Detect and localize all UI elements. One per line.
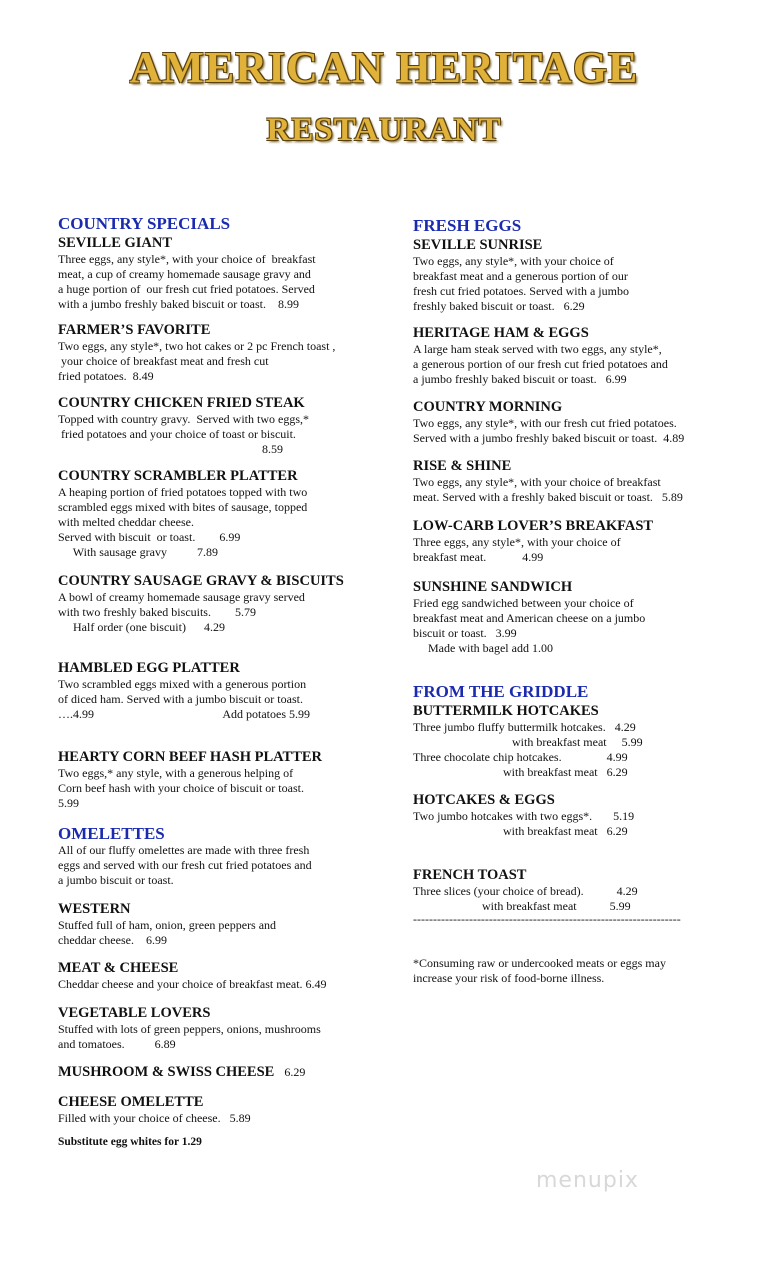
divider-line: ------------------------------------------------------------------- — [413, 912, 681, 926]
restaurant-subtitle: RESTAURANT — [266, 112, 502, 148]
item-meat-cheese — [58, 959, 378, 992]
item-desc: Two eggs, any style*, with your choice of breakfast meat and a generous portion of our fresh cut fried potatoes. Served with a jumbo freshly baked biscuit or toast. 6.29 — [413, 254, 629, 313]
item-desc: Three slices (your choice of bread). 4.29 with breakfast meat 5.99 — [413, 884, 638, 913]
item-name: CHEESE OMELETTE — [58, 1094, 204, 1110]
item-seville-giant — [58, 234, 378, 312]
item-desc: Two eggs,* any style, with a generous helping of Corn beef hash with your choice of biscuit or toast. 5.99 — [58, 766, 304, 810]
item-desc: Three eggs, any style*, with your choice of breakfast meat. 4.99 — [413, 535, 621, 564]
item-ham-eggs — [413, 324, 713, 387]
item-country-morning — [413, 398, 713, 446]
item-low-carb — [413, 517, 713, 565]
food-safety-disclaimer: *Consuming raw or undercooked meats or eggs may increase your risk of food-borne illness. — [413, 956, 666, 985]
item-seville-sunrise — [413, 236, 713, 314]
item-sausage-gravy — [58, 572, 378, 635]
omelettes-intro: All of our fluffy omelettes are made with three fresh eggs and served with our fresh cut fried potatoes and a jumbo biscuit or toast. — [58, 843, 312, 887]
section-country-specials: COUNTRY SPECIALS — [58, 214, 231, 233]
item-desc: A large ham steak served with two eggs, any style*, a generous portion of our fresh cut fried potatoes and a jumbo freshly baked biscuit or toast. 6.99 — [413, 342, 668, 386]
item-name: HAMBLED EGG PLATTER — [58, 660, 240, 676]
item-buttermilk-hotcakes — [413, 702, 713, 780]
item-name: COUNTRY SCRAMBLER PLATTER — [58, 468, 298, 484]
item-cheese-omelette — [58, 1093, 378, 1126]
item-desc: Stuffed with lots of green peppers, onions, mushrooms and tomatoes. 6.89 — [58, 1022, 321, 1051]
item-name: MEAT & CHEESE — [58, 960, 179, 976]
item-price: 6.29 — [284, 1065, 306, 1079]
item-vegetable-lovers — [58, 1004, 378, 1052]
item-name: HEARTY CORN BEEF HASH PLATTER — [58, 749, 323, 765]
item-chicken-fried-steak — [58, 394, 378, 457]
item-name: COUNTRY MORNING — [413, 399, 563, 415]
item-rise-shine — [413, 457, 713, 505]
item-desc: Fried egg sandwiched between your choice of breakfast meat and American cheese on a jumbo biscuit or toast. 3.99 Made with bagel add 1.00 — [413, 596, 646, 655]
item-corn-beef-hash — [58, 748, 378, 811]
item-hambled-egg — [58, 659, 378, 722]
item-desc: A bowl of creamy homemade sausage gravy served with two freshly baked biscuits. 5.79 Half order (one biscuit) 4.29 — [58, 590, 305, 634]
item-name: SEVILLE GIANT — [58, 235, 173, 251]
item-name: LOW-CARB LOVER’S BREAKFAST — [413, 518, 654, 534]
item-name: RISE & SHINE — [413, 458, 512, 474]
item-name: BUTTERMILK HOTCAKES — [413, 703, 599, 719]
item-name: COUNTRY SAUSAGE GRAVY & BISCUITS — [58, 573, 344, 589]
item-scrambler-platter — [58, 467, 378, 560]
item-name: WESTERN — [58, 901, 131, 917]
substitute-note: Substitute egg whites for 1.29 — [58, 1136, 202, 1148]
item-name: FRENCH TOAST — [413, 867, 527, 883]
item-desc: Two scrambled eggs mixed with a generous portion of diced ham. Served with a jumbo biscuit or toast. ….4.99 Add potatoes 5.99 — [58, 677, 310, 721]
item-name: COUNTRY CHICKEN FRIED STEAK — [58, 395, 305, 411]
item-farmers-favorite — [58, 321, 378, 384]
item-name: FARMER’S FAVORITE — [58, 322, 211, 338]
item-desc: Three eggs, any style*, with your choice of breakfast meat, a cup of creamy homemade sausage gravy and a huge portion of our fresh cut fried potatoes. Served with a jumbo freshly baked biscuit or toast. 8.99 — [58, 252, 316, 311]
item-name: MUSHROOM & SWISS CHEESE — [58, 1064, 275, 1080]
restaurant-title: AMERICAN HERITAGE — [129, 43, 639, 92]
item-name: HERITAGE HAM & EGGS — [413, 325, 589, 341]
item-mushroom-swiss — [58, 1063, 378, 1081]
item-name: SEVILLE SUNRISE — [413, 237, 543, 253]
item-desc: Two eggs, any style*, with your choice of breakfast meat. Served with a freshly baked biscuit or toast. 5.89 — [413, 475, 683, 504]
item-name: SUNSHINE SANDWICH — [413, 579, 573, 595]
item-desc: Two eggs, any style*, two hot cakes or 2 pc French toast , your choice of breakfast meat and fresh cut fried potatoes. 8.49 — [58, 339, 336, 383]
item-western — [58, 900, 378, 948]
section-omelettes: OMELETTES — [58, 824, 165, 843]
item-desc: Topped with country gravy. Served with two eggs,* fried potatoes and your choice of toast or biscuit. 8.59 — [58, 412, 310, 456]
item-desc: Cheddar cheese and your choice of breakfast meat. 6.49 — [58, 977, 327, 991]
item-desc: Stuffed full of ham, onion, green peppers and cheddar cheese. 6.99 — [58, 918, 277, 947]
item-desc: Three jumbo fluffy buttermilk hotcakes. 4.29 with breakfast meat 5.99 Three chocolate chip hotcakes. 4.99 with breakfast meat 6.29 — [413, 720, 643, 779]
item-name: VEGETABLE LOVERS — [58, 1005, 211, 1021]
section-fresh-eggs: FRESH EGGS — [413, 216, 522, 235]
item-desc: Two eggs, any style*, with our fresh cut fried potatoes. Served with a jumbo freshly baked biscuit or toast. 4.89 — [413, 416, 685, 445]
item-desc: Two jumbo hotcakes with two eggs*. 5.19 with breakfast meat 6.29 — [413, 809, 635, 838]
watermark-logo: menupix — [536, 1168, 639, 1193]
item-name: HOTCAKES & EGGS — [413, 792, 555, 808]
item-desc: A heaping portion of fried potatoes topped with two scrambled eggs mixed with bites of sausage, topped with melted cheddar cheese. Served with biscuit or toast. 6.99 With sausage gravy 7.89 — [58, 485, 308, 559]
item-desc: Filled with your choice of cheese. 5.89 — [58, 1111, 251, 1125]
item-sunshine-sandwich — [413, 578, 713, 656]
section-from-the-griddle: FROM THE GRIDDLE — [413, 682, 589, 701]
item-french-toast — [413, 866, 713, 914]
item-hotcakes-eggs — [413, 791, 713, 839]
